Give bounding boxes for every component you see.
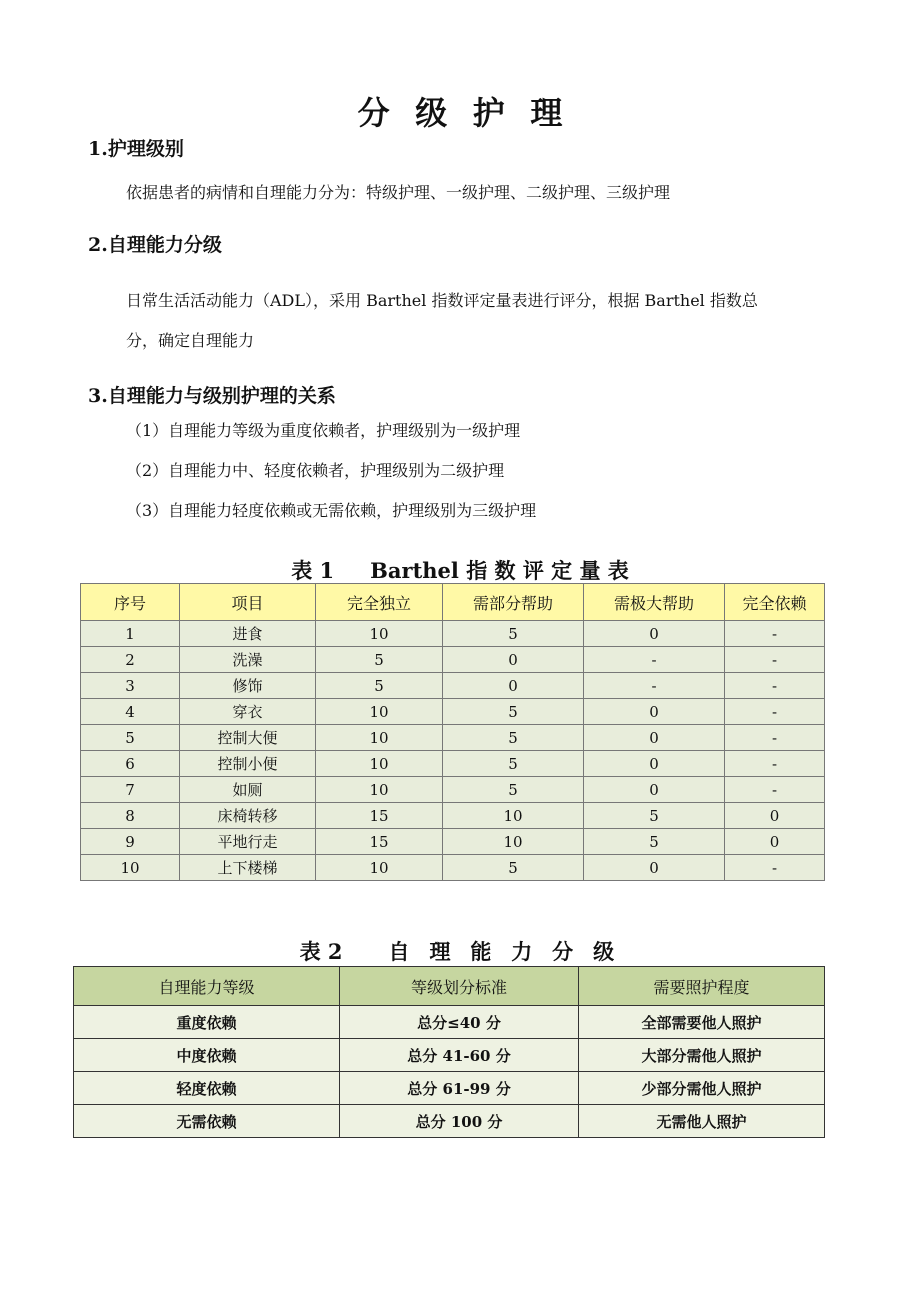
- table-cell: 洗澡: [180, 647, 316, 673]
- table-cell: 4: [81, 699, 180, 725]
- table-cell: 0: [584, 751, 725, 777]
- table-cell: 全部需要他人照护: [579, 1006, 825, 1039]
- page-title: 分级护理: [357, 94, 588, 132]
- table-cell: -: [725, 647, 825, 673]
- table-header-cell: 需要照护程度: [579, 967, 825, 1006]
- section3-item-2: （2）自理能力中、轻度依赖者，护理级别为二级护理: [126, 461, 505, 480]
- table-cell: 6: [81, 751, 180, 777]
- table-cell: 平地行走: [180, 829, 316, 855]
- table-row: [74, 1006, 825, 1039]
- table-cell: 上下楼梯: [180, 855, 316, 881]
- table-cell: 5: [443, 621, 584, 647]
- table-row: [74, 1039, 825, 1072]
- table-cell: 0: [584, 699, 725, 725]
- table-row: [81, 803, 825, 829]
- table-header-row: [74, 967, 825, 1006]
- table-cell: 大部分需他人照护: [579, 1039, 825, 1072]
- table-cell: 控制大便: [180, 725, 316, 751]
- section2-heading: 2.自理能力分级: [88, 234, 222, 256]
- table-cell: 10: [316, 855, 443, 881]
- table-row: [81, 699, 825, 725]
- table2-caption-text: 自 理 能 力 分 级: [388, 939, 621, 964]
- table-cell: 7: [81, 777, 180, 803]
- table-cell: 10: [316, 751, 443, 777]
- table-header-cell: 序号: [81, 584, 180, 621]
- table-row: [81, 855, 825, 881]
- table-header-cell: 完全独立: [316, 584, 443, 621]
- table-cell: 10: [443, 829, 584, 855]
- table-row: [81, 621, 825, 647]
- table-cell: 3: [81, 673, 180, 699]
- table-cell: 8: [81, 803, 180, 829]
- table2-caption-num: 表 2: [299, 939, 343, 964]
- table-cell: -: [725, 699, 825, 725]
- table-cell: 10: [316, 621, 443, 647]
- table-header-cell: 需极大帮助: [584, 584, 725, 621]
- table-cell: 0: [584, 621, 725, 647]
- table-row: [81, 829, 825, 855]
- table-cell: 中度依赖: [74, 1039, 340, 1072]
- table-cell: -: [725, 777, 825, 803]
- table-row: [81, 777, 825, 803]
- table-cell: 修饰: [180, 673, 316, 699]
- table-cell: 10: [81, 855, 180, 881]
- table-header-cell: 需部分帮助: [443, 584, 584, 621]
- section1-heading: 1.护理级别: [88, 138, 184, 160]
- table-row: [81, 751, 825, 777]
- table-cell: 少部分需他人照护: [579, 1072, 825, 1105]
- table-cell: 10: [316, 777, 443, 803]
- table-cell: 10: [316, 725, 443, 751]
- table-cell: 无需他人照护: [579, 1105, 825, 1138]
- table-cell: 2: [81, 647, 180, 673]
- table-cell: 总分 41-60 分: [340, 1039, 579, 1072]
- section2-line1: 日常生活活动能力（ADL），采用 Barthel 指数评定量表进行评分，根据 Barthel 指数总: [126, 291, 758, 310]
- table-cell: -: [584, 673, 725, 699]
- table-row: [81, 673, 825, 699]
- table-cell: 5: [81, 725, 180, 751]
- table-cell: 5: [443, 751, 584, 777]
- table-cell: 总分≤40 分: [340, 1006, 579, 1039]
- table-cell: 总分 100 分: [340, 1105, 579, 1138]
- table-cell: 进食: [180, 621, 316, 647]
- table-cell: 控制小便: [180, 751, 316, 777]
- table-cell: -: [725, 751, 825, 777]
- table-cell: 9: [81, 829, 180, 855]
- table-cell: 1: [81, 621, 180, 647]
- table-cell: 10: [443, 803, 584, 829]
- table-cell: 0: [725, 803, 825, 829]
- table-cell: 轻度依赖: [74, 1072, 340, 1105]
- table-cell: 5: [443, 725, 584, 751]
- table-cell: 如厕: [180, 777, 316, 803]
- table-cell: 10: [316, 699, 443, 725]
- section3-item-1: （1）自理能力等级为重度依赖者，护理级别为一级护理: [126, 421, 521, 440]
- barthel-table: [80, 583, 825, 881]
- table-cell: 0: [584, 777, 725, 803]
- table-header-cell: 项目: [180, 584, 316, 621]
- table-cell: 15: [316, 803, 443, 829]
- table-cell: 无需依赖: [74, 1105, 340, 1138]
- table-cell: 0: [584, 855, 725, 881]
- table-cell: 总分 61-99 分: [340, 1072, 579, 1105]
- table-cell: 5: [443, 699, 584, 725]
- table-cell: 5: [316, 673, 443, 699]
- table-cell: -: [725, 725, 825, 751]
- table-header-cell: 完全依赖: [725, 584, 825, 621]
- table-cell: 5: [316, 647, 443, 673]
- table2-caption: [0, 936, 920, 966]
- table-cell: -: [584, 647, 725, 673]
- table-cell: -: [725, 673, 825, 699]
- table1-caption: [0, 555, 920, 585]
- table1-caption-text: Barthel 指 数 评 定 量 表: [370, 558, 629, 583]
- table-cell: 5: [443, 777, 584, 803]
- table-cell: 穿衣: [180, 699, 316, 725]
- table-cell: -: [725, 855, 825, 881]
- section2-line2: 分，确定自理能力: [126, 331, 255, 350]
- table-cell: 5: [443, 855, 584, 881]
- section1-text: 依据患者的病情和自理能力分为：特级护理、一级护理、二级护理、三级护理: [126, 183, 671, 202]
- table-cell: 15: [316, 829, 443, 855]
- table-row: [81, 647, 825, 673]
- table-row: [74, 1105, 825, 1138]
- table-header-cell: 自理能力等级: [74, 967, 340, 1006]
- section3-item-3: （3）自理能力轻度依赖或无需依赖，护理级别为三级护理: [126, 501, 537, 520]
- table-row: [81, 725, 825, 751]
- table-cell: 5: [584, 829, 725, 855]
- table-cell: 重度依赖: [74, 1006, 340, 1039]
- table-header-row: [81, 584, 825, 621]
- self-care-level-table: [73, 966, 825, 1138]
- table-cell: 0: [725, 829, 825, 855]
- table-cell: 0: [443, 647, 584, 673]
- table-cell: 0: [584, 725, 725, 751]
- section3-heading: 3.自理能力与级别护理的关系: [88, 385, 336, 407]
- table-cell: 5: [584, 803, 725, 829]
- table-header-cell: 等级划分标准: [340, 967, 579, 1006]
- table-row: [74, 1072, 825, 1105]
- table1-caption-num: 表 1: [291, 558, 335, 583]
- table-cell: -: [725, 621, 825, 647]
- table-cell: 0: [443, 673, 584, 699]
- table-cell: 床椅转移: [180, 803, 316, 829]
